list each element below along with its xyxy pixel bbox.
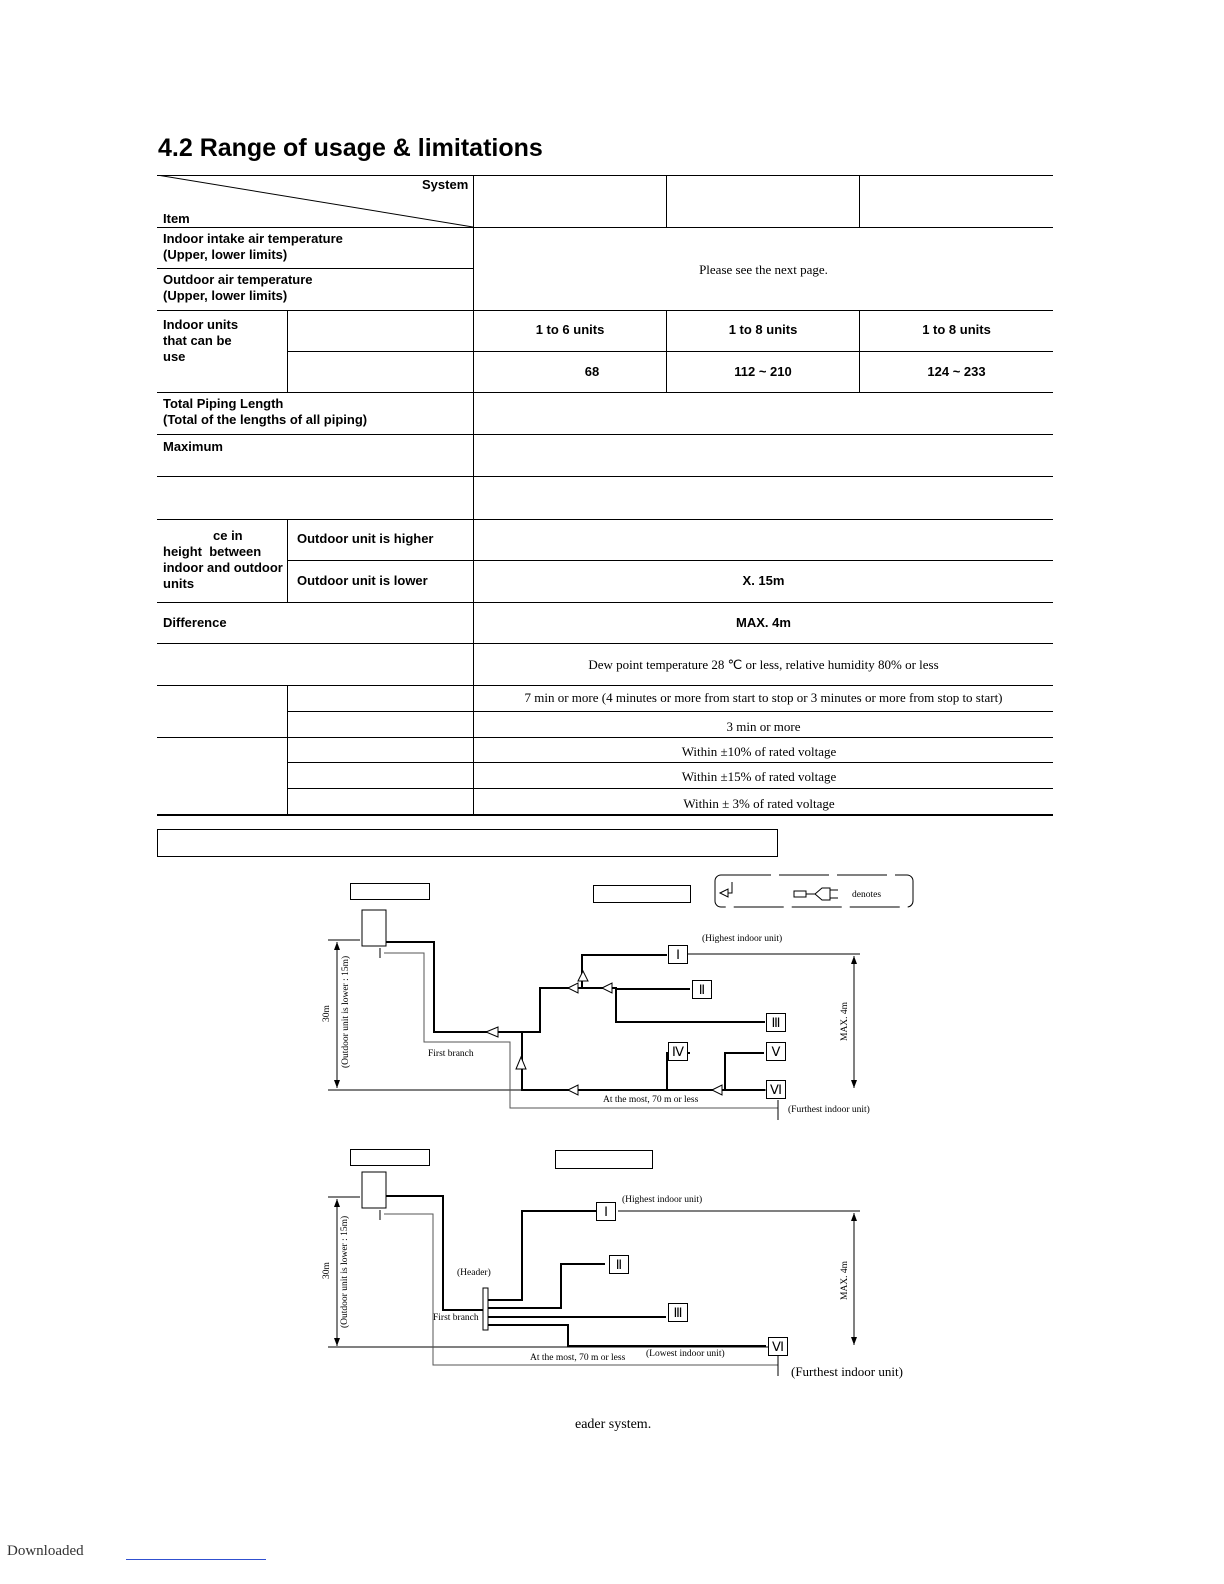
- caption-text: eader system.: [575, 1417, 652, 1432]
- outdoor-higher-label: Outdoor unit is higher: [297, 531, 434, 546]
- diagram2-unit-2: Ⅱ: [609, 1255, 629, 1274]
- diagram1-legend-denotes: denotes: [852, 890, 882, 900]
- see-next-page: Please see the next page.: [699, 262, 828, 277]
- caption-box: [157, 829, 778, 857]
- diagram2-lowest: (Lowest indoor unit): [646, 1349, 725, 1359]
- row-maximum: Maximum: [163, 439, 223, 454]
- diagram1-unit-1: Ⅰ: [668, 945, 688, 964]
- diagram2-highest: (Highest indoor unit): [622, 1195, 703, 1205]
- footer-link-underline[interactable]: [126, 1559, 266, 1560]
- outdoor-lower-label: Outdoor unit is lower: [297, 573, 428, 588]
- diagram1-unit-4: Ⅳ: [668, 1042, 688, 1061]
- row-indoor-units: Indoor units that can be use: [163, 317, 239, 364]
- row-difference: Difference: [163, 615, 227, 630]
- diagram2-outdoor-lower: (Outdoor unit is lower : 15m): [340, 1215, 350, 1328]
- diagram1-furthest: (Furthest indoor unit): [788, 1105, 870, 1115]
- diagram2-unit-6: Ⅵ: [768, 1337, 788, 1356]
- diagram2-at-most: At the most, 70 m or less: [530, 1353, 626, 1363]
- diagram1-unit-6: Ⅵ: [766, 1080, 786, 1099]
- row-outdoor-temp: Outdoor air temperature (Upper, lower limits): [163, 272, 313, 303]
- diagram1-svg: [300, 860, 940, 1135]
- diagram1-30m: 30m: [322, 1005, 332, 1022]
- diagram2-furthest: (Furthest indoor unit): [791, 1364, 903, 1379]
- capacity-col2: 112 ~ 210: [734, 364, 792, 379]
- diagram1-unit-5: Ⅴ: [766, 1042, 786, 1061]
- capacity-col1: 68: [584, 364, 600, 379]
- difference-value: MAX. 4m: [736, 615, 791, 630]
- voltage-3: Within ± 3% of rated voltage: [683, 796, 835, 811]
- dew-point: Dew point temperature 28 ℃ or less, relative humidity 80% or less: [588, 657, 939, 672]
- footer-downloaded: Downloaded: [7, 1543, 84, 1559]
- row-height-diff: ce in height between indoor and outdoor units: [163, 528, 283, 591]
- diagram1-at-most: At the most, 70 m or less: [603, 1095, 699, 1105]
- diagram1-first-branch: First branch: [428, 1049, 474, 1059]
- units-col2: 1 to 8 units: [728, 322, 798, 337]
- voltage-2: Within ±15% of rated voltage: [681, 769, 837, 784]
- header-item: Item: [163, 211, 190, 226]
- diagram2-svg: [300, 1160, 900, 1380]
- row-indoor-temp: Indoor intake air temperature (Upper, lower limits): [163, 231, 343, 262]
- diagram2-unit-1: Ⅰ: [596, 1202, 616, 1221]
- diagram2-first-branch: First branch: [433, 1313, 479, 1323]
- section-title: 4.2 Range of usage & limitations: [158, 134, 543, 162]
- diagram1-outdoor-lower: (Outdoor unit is lower : 15m): [341, 955, 351, 1068]
- diagram1-unit-2: Ⅱ: [692, 980, 712, 999]
- voltage-1: Within ±10% of rated voltage: [681, 744, 837, 759]
- diagram2-30m: 30m: [322, 1262, 332, 1279]
- compressor-1: 7 min or more (4 minutes or more from start to stop or 3 minutes or more from stop to start): [524, 690, 1003, 705]
- row-total-piping: Total Piping Length (Total of the lengths of all piping): [163, 396, 368, 427]
- diagram1-highest: (Highest indoor unit): [702, 934, 783, 944]
- capacity-col3: 124 ~ 233: [927, 364, 986, 379]
- diagram2-unit-3: Ⅲ: [668, 1303, 688, 1322]
- diagram2-max4m: MAX. 4m: [840, 1260, 850, 1300]
- header-system: System: [422, 177, 469, 192]
- diagram2-header: (Header): [457, 1268, 491, 1278]
- outdoor-lower-value: X. 15m: [742, 573, 785, 588]
- compressor-2: 3 min or more: [726, 719, 801, 734]
- diagram1-unit-3: Ⅲ: [766, 1013, 786, 1032]
- diagram1-max4m: MAX. 4m: [840, 1001, 850, 1041]
- units-col3: 1 to 8 units: [922, 322, 991, 337]
- units-col1: 1 to 6 units: [535, 322, 605, 337]
